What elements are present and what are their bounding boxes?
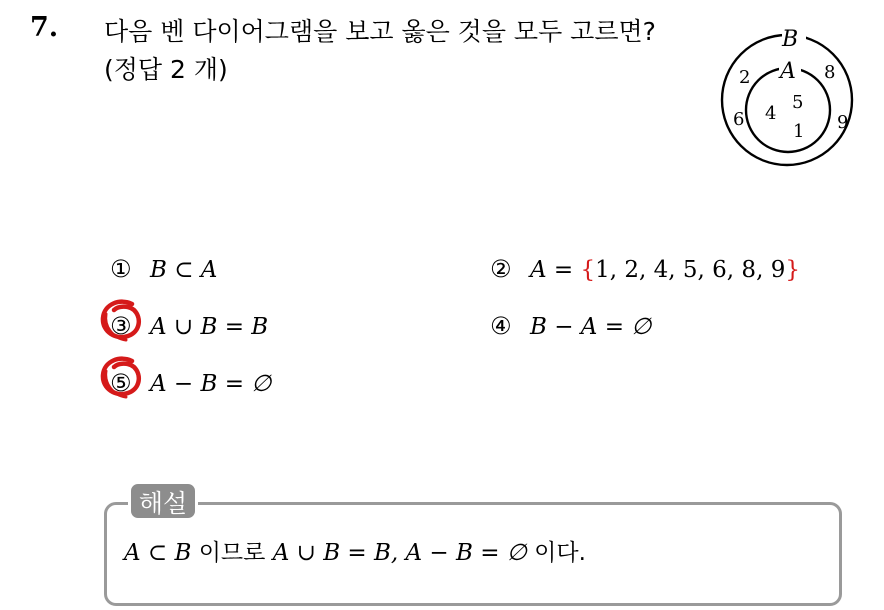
explanation-word: 이다. [526, 540, 586, 566]
venn-number: 4 [765, 103, 777, 124]
explanation-math: A ⊂ B [124, 540, 192, 566]
set-b-label: B [782, 27, 799, 52]
choice-expression: A − B = ∅ [150, 371, 272, 397]
choice-number: ④ [490, 312, 512, 340]
venn-number: 9 [837, 112, 849, 133]
choice-number: ② [490, 255, 512, 283]
choice-expression-prefix: A = [530, 257, 581, 283]
choice-1[interactable] [110, 254, 217, 285]
explanation-word: 이므로 [191, 540, 273, 566]
explanation-math: A ∪ B = B, A − B = ∅ [272, 540, 527, 566]
venn-number: 8 [824, 62, 836, 83]
venn-number: 5 [792, 92, 804, 113]
venn-number: 6 [733, 109, 745, 130]
question-subtext: (정답 2 개) [104, 55, 228, 84]
explanation-text [124, 537, 586, 569]
brace-close: } [785, 257, 800, 283]
set-a-label: A [780, 59, 796, 84]
choice-number: ⑤ [110, 369, 132, 397]
question-number: 7. [30, 12, 59, 43]
set-elements: 1, 2, 4, 5, 6, 8, 9 [595, 257, 786, 283]
answer-mark-circle [98, 296, 152, 346]
choice-number: ③ [110, 312, 132, 340]
choice-4[interactable] [490, 311, 651, 342]
venn-number: 1 [793, 121, 805, 142]
question-text: 다음 벤 다이어그램을 보고 옳은 것을 모두 고르면? [104, 17, 656, 46]
set-b-circle [722, 35, 852, 165]
choice-2[interactable] [490, 254, 800, 285]
choice-expression: A ∪ B = B [150, 314, 269, 340]
choice-expression: B ⊂ A [150, 257, 218, 283]
choice-expression: B − A = ∅ [530, 314, 652, 340]
brace-open: { [580, 257, 596, 283]
venn-number: 2 [739, 67, 751, 88]
explanation-tag: 해설 [128, 481, 198, 521]
answer-mark-circle [98, 353, 152, 403]
venn-diagram [718, 24, 868, 176]
choice-number: ① [110, 255, 132, 283]
